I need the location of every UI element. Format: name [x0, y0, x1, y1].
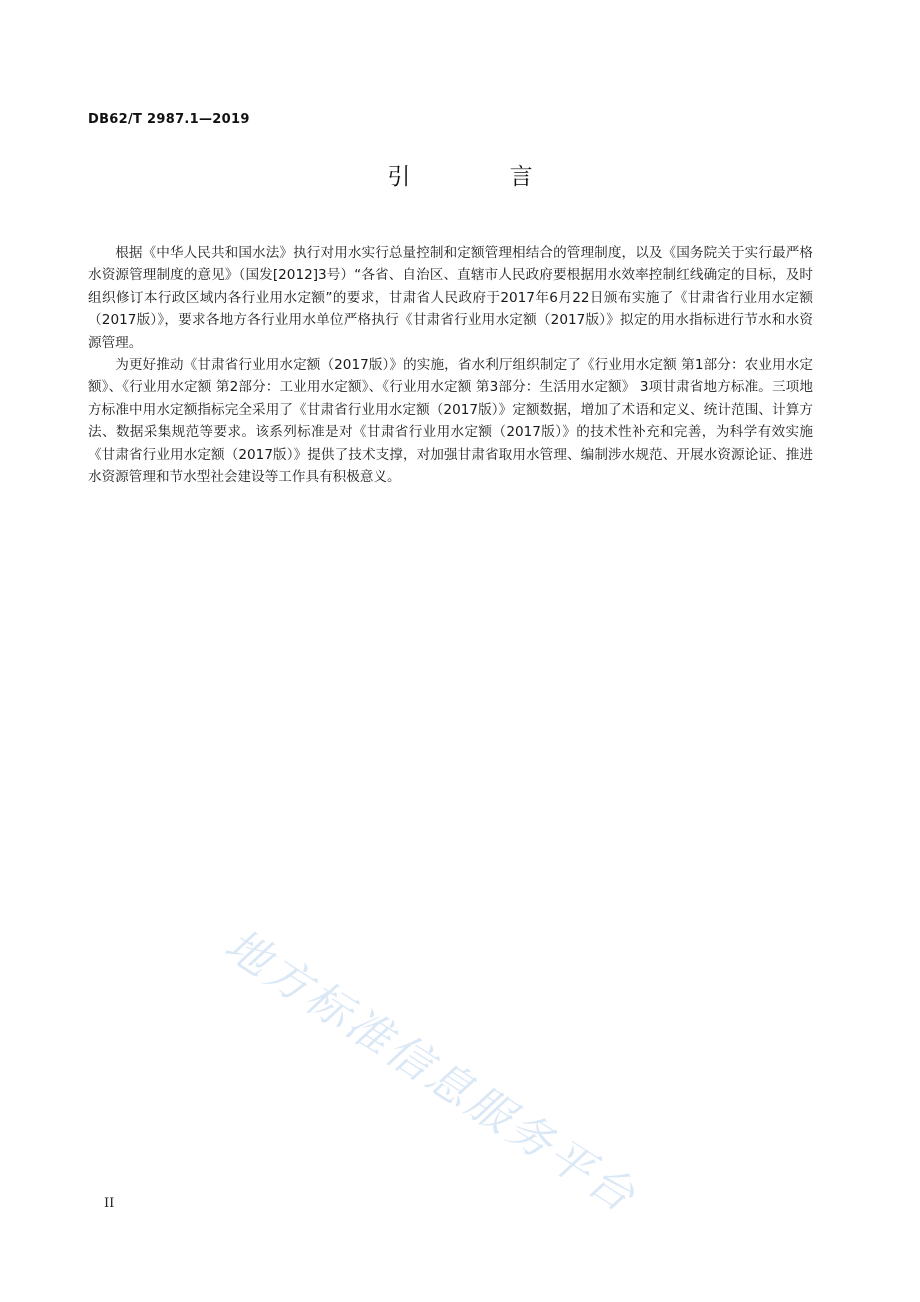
- page-number: II: [104, 1196, 115, 1211]
- watermark: 地方标准信息服务平台: [215, 919, 646, 1224]
- page-title: 引 言: [387, 164, 579, 190]
- paragraph-2: 为更好推动《甘肃省行业用水定额（2017版）》的实施，省水利厅组织制定了《行业用水定额 第1部分：农业用水定额》、《行业用水定额 第2部分：工业用水定额》、《行业用水定额 第3部分：生活用水定额》 3项甘肃省地方标准。三项地方标准中用水定额指标完全采用了《甘肃省行业用水定额（2017版）》定额数据，增加了术语和定义、统计范围、计算方法、数据采集规范等要求。该系列标准是对《甘肃省行业用水定额（2017版）》的技术性补充和完善，为科学有效实施《甘肃省行业用水定额（2017版）》提供了技术支撑，对加强甘肃省取用水管理、编制涉水规范、开展水资源论证、推进水资源管理和节水型社会建设等工作具有积极意义。: [88, 357, 813, 486]
- document-id: DB62/T 2987.1—2019: [88, 112, 250, 127]
- paragraph-1: 根据《中华人民共和国水法》执行对用水实行总量控制和定额管理相结合的管理制度，以及《国务院关于实行最严格水资源管理制度的意见》（国发[2012]3号）“各省、自治区、直辖市人民政府要根据用水效率控制红线确定的目标，及时组织修订本行政区域内各行业用水定额”的要求，甘肃省人民政府于2017年6月22日颁布实施了《甘肃省行业用水定额（2017版）》，要求各地方各行业用水单位严格执行《甘肃省行业用水定额（2017版）》拟定的用水指标进行节水和水资源管理。: [88, 245, 813, 351]
